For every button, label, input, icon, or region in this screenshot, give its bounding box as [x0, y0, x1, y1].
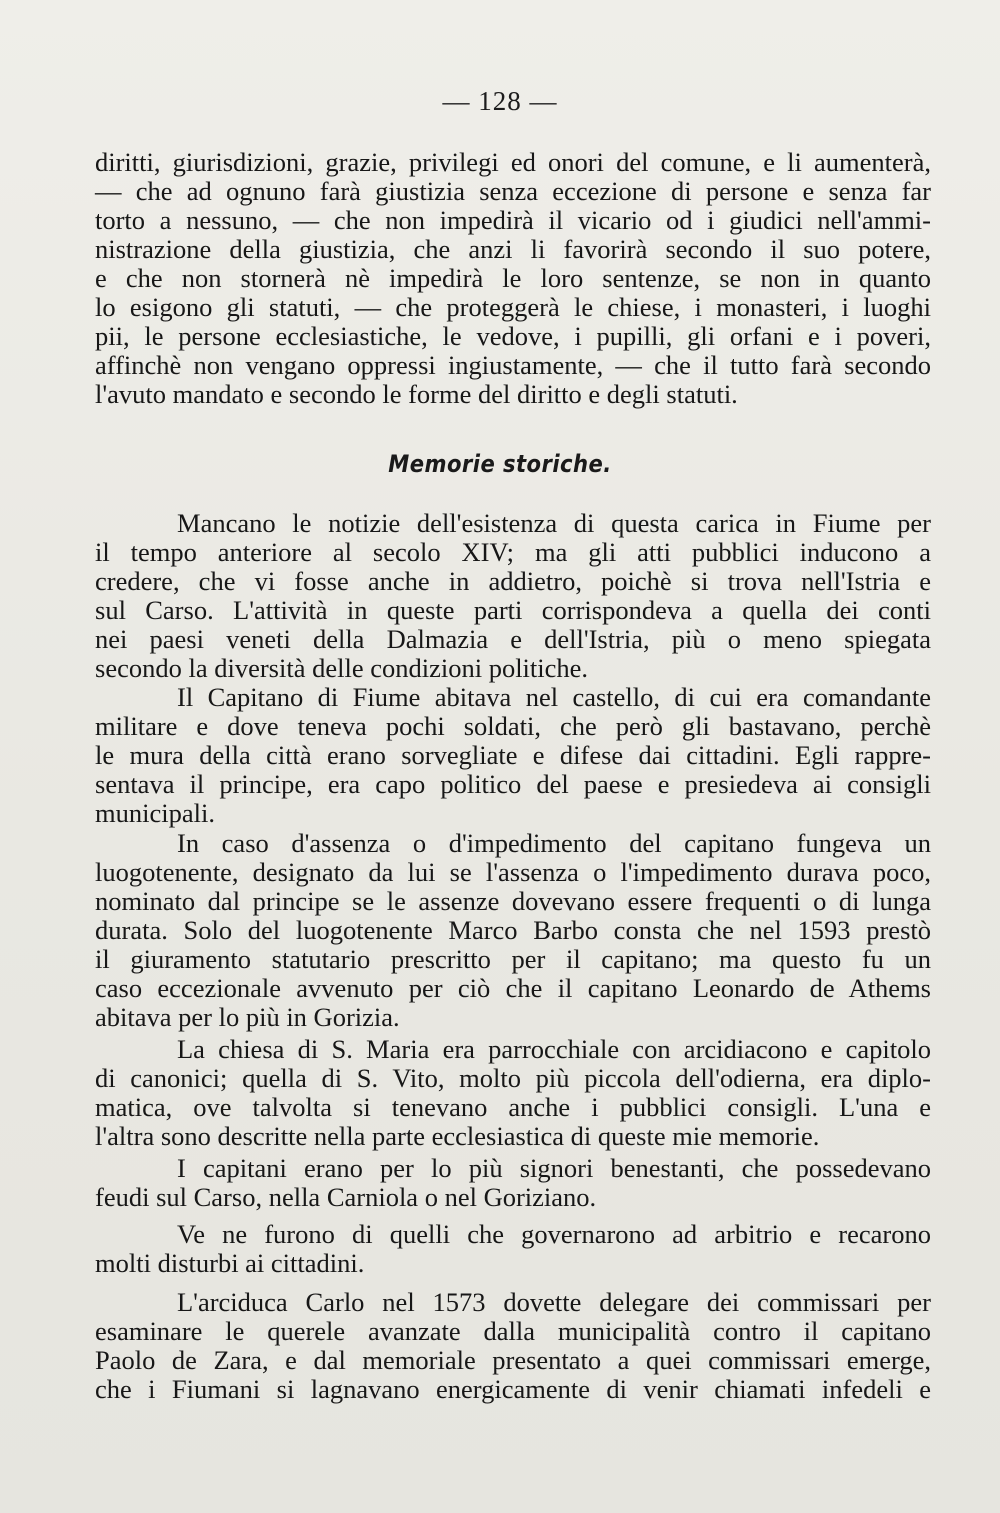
- paragraph-lieutenant: [95, 829, 931, 1032]
- text-line: nominato dal principe se le assenze dovevano essere frequenti o di lunga: [95, 886, 931, 916]
- text-line: credere, che vi fosse anche in addietro, poichè si trova nell'Istria e: [95, 566, 931, 596]
- text-line: secondo la diversità delle condizioni politiche.: [95, 653, 589, 683]
- text-line: di canonici; quella di S. Vito, molto più piccola dell'odierna, era diplo-: [95, 1063, 931, 1093]
- text-line: il giuramento statutario prescritto per il capitano; ma questo fu un: [95, 944, 931, 974]
- intro-paragraph: [95, 148, 931, 409]
- text-line: che i Fiumani si lagnavano energicamente di venir chiamati infedeli e: [95, 1374, 931, 1404]
- paragraph-archduke: [95, 1288, 931, 1404]
- text-line: sentava il principe, era capo politico del paese e presiedeva ai consigli: [95, 769, 931, 799]
- text-line: Paolo de Zara, e dal memoriale presentato a quei commissari emerge,: [95, 1345, 931, 1375]
- text-line: matica, ove talvolta si tenevano anche i pubblici consigli. L'una e: [95, 1092, 931, 1122]
- text-line: Il Capitano di Fiume abitava nel castello, di cui era comandante: [177, 682, 931, 712]
- text-line: sul Carso. L'attività in queste parti corrispondeva a quella dei conti: [95, 595, 931, 625]
- paragraph-churches: [95, 1035, 931, 1151]
- text-line: esaminare le querele avanzate dalla municipalità contro il capitano: [95, 1316, 931, 1346]
- text-line: In caso d'assenza o d'impedimento del capitano fungeva un: [177, 828, 931, 858]
- text-line: militare e dove teneva pochi soldati, che però gli bastavano, perchè: [95, 711, 931, 741]
- paragraph-captain: [95, 683, 931, 828]
- text-line: abitava per lo più in Gorizia.: [95, 1002, 400, 1032]
- paragraph-arbitrary-rule: [95, 1220, 931, 1278]
- text-line: diritti, giurisdizioni, grazie, privilegi ed onori del comune, e li aumenterà,: [95, 147, 931, 177]
- text-line: luogotenente, designato da lui se l'assenza o l'impedimento durava poco,: [95, 857, 931, 887]
- text-line: durata. Solo del luogotenente Marco Barbo consta che nel 1593 prestò: [95, 915, 931, 945]
- text-line: municipali.: [95, 798, 215, 828]
- text-line: le mura della città erano sorvegliate e difese dai cittadini. Egli rappre-: [95, 740, 931, 770]
- text-line: Mancano le notizie dell'esistenza di questa carica in Fiume per: [177, 508, 931, 538]
- text-line: La chiesa di S. Maria era parrocchiale con arcidiacono e capitolo: [177, 1034, 931, 1064]
- text-line: il tempo anteriore al secolo XIV; ma gli atti pubblici inducono a: [95, 537, 931, 567]
- text-line: Ve ne furono di quelli che governarono ad arbitrio e recarono: [177, 1219, 931, 1249]
- text-line: nei paesi veneti della Dalmazia e dell'Istria, più o meno spiegata: [95, 624, 931, 654]
- section-heading: Memorie storiche.: [388, 450, 612, 478]
- text-line: l'altra sono descritte nella parte ecclesiastica di queste mie memorie.: [95, 1121, 820, 1151]
- text-line: caso eccezionale avvenuto per ciò che il capitano Leonardo de Athems: [95, 973, 931, 1003]
- text-line: affinchè non vengano oppressi ingiustamente, — che il tutto farà secondo: [95, 350, 931, 380]
- text-line: — che ad ognuno farà giustizia senza eccezione di persone e senza far: [95, 176, 931, 206]
- text-line: torto a nessuno, — che non impedirà il vicario od i giudici nell'ammi-: [95, 205, 931, 235]
- text-line: nistrazione della giustizia, che anzi li favorirà secondo il suo potere,: [95, 234, 931, 264]
- text-line: l'avuto mandato e secondo le forme del diritto e degli statuti.: [95, 379, 738, 409]
- paragraph-captains-wealth: [95, 1154, 931, 1212]
- text-line: feudi sul Carso, nella Carniola o nel Goriziano.: [95, 1182, 597, 1212]
- text-line: I capitani erano per lo più signori benestanti, che possedevano: [177, 1153, 931, 1183]
- paragraph-origins: [95, 509, 931, 683]
- text-line: lo esigono gli statuti, — che proteggerà le chiese, i monasteri, i luoghi: [95, 292, 931, 322]
- text-line: molti disturbi ai cittadini.: [95, 1248, 365, 1278]
- page-number: — 128 —: [442, 86, 558, 116]
- text-line: e che non stornerà nè impedirà le loro sentenze, se non in quanto: [95, 263, 931, 293]
- text-line: pii, le persone ecclesiastiche, le vedove, i pupilli, gli orfani e i poveri,: [95, 321, 931, 351]
- text-line: L'arciduca Carlo nel 1573 dovette delegare dei commissari per: [177, 1287, 931, 1317]
